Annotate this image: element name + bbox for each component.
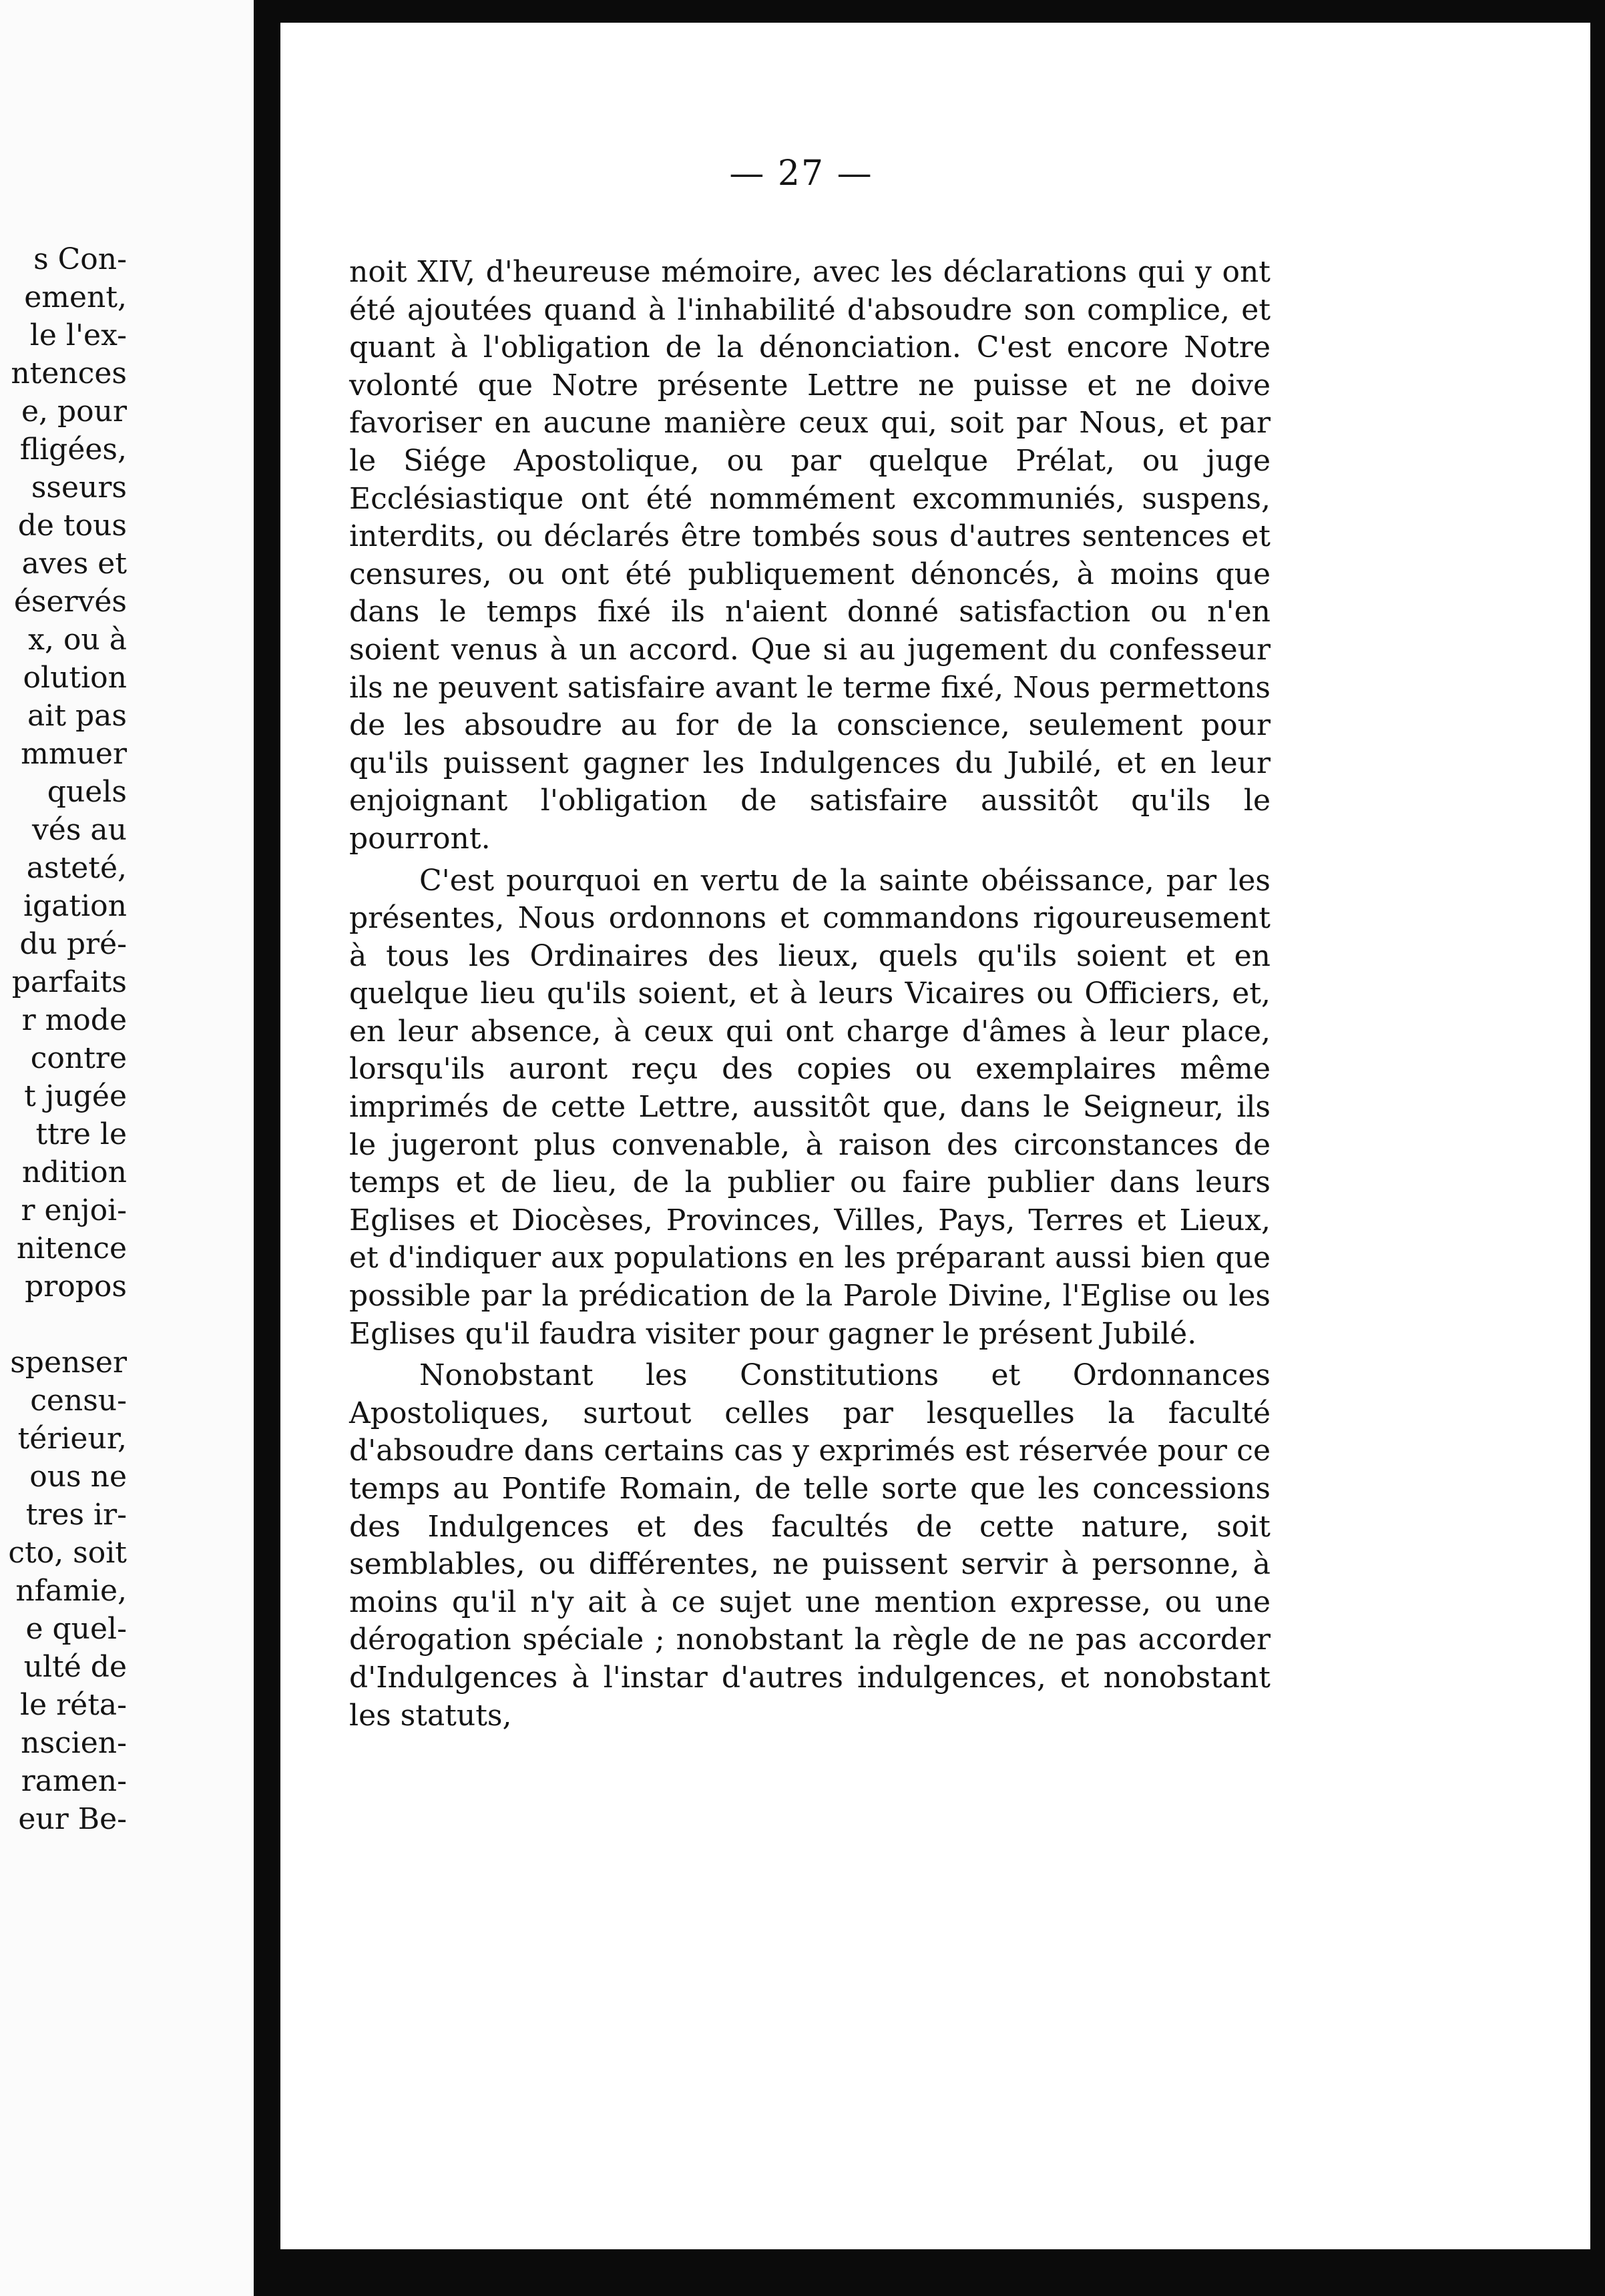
facing-line: olution (23, 661, 127, 695)
facing-line: contre (30, 1041, 127, 1075)
facing-line: nitence (16, 1231, 127, 1265)
facing-line: éservés (13, 585, 127, 619)
facing-line: térieur, (17, 1422, 127, 1456)
facing-line: de tous (17, 509, 127, 543)
facing-line: propos (25, 1269, 127, 1304)
facing-line: cto, soit (8, 1536, 127, 1570)
facing-line: ntences (11, 356, 127, 390)
facing-line: asteté, (26, 851, 127, 885)
facing-line: le réta- (20, 1688, 127, 1722)
facing-line: le l'ex- (29, 318, 127, 352)
facing-line: t jugée (24, 1079, 127, 1113)
facing-line: du pré- (19, 927, 127, 961)
facing-line: ndition (21, 1155, 127, 1189)
page-number: — 27 — (729, 154, 873, 194)
facing-line: ement, (24, 280, 127, 314)
bottom-border (254, 2249, 1605, 2296)
facing-line: vés au (31, 813, 127, 847)
top-border (254, 0, 1605, 23)
gutter-shadow (254, 0, 280, 2296)
paragraph-2: C'est pourquoi en vertu de la sainte obéissance, par les présentes, Nous ordonnons et commandons rigoureusement à tous les Ordinaires des lieux, quels qu'ils soient et en quelque lieu qu'ils soient, et à leurs Vicaires ou Officiers, et, en leur absence, à ceux qui ont charge d'âmes à leur place, lorsqu'ils auront reçu des copies ou exemplaires même imprimés de cette Lettre, aussitôt que, dans le Seigneur, ils le jugeront plus convenable, à raison des circonstances de temps et de lieu, de la publier ou faire publier dans leurs Eglises et Diocèses, Provinces, Villes, Pays, Terres et Lieux, et d'indiquer aux populations en les préparant aussi bien que possible par la prédication de la Parole Divine, l'Eglise ou les Eglises qu'il faudra visiter pour gagner le présent Jubilé. (349, 863, 1271, 1351)
facing-line: parfaits (11, 965, 127, 999)
facing-line: igation (23, 889, 127, 923)
facing-line: e, pour (21, 394, 127, 428)
facing-page-lines (8, 240, 254, 1838)
paragraph-3: Nonobstant les Constitutions et Ordonnances Apostoliques, surtout celles par lesquelles la faculté d'absoudre dans certains cas y exprimés est réservée pour ce temps au Pontife Romain, de telle sorte que les concessions des Indulgences et des facultés de cette nature, soit semblables, ou différentes, ne puissent servir à personne, à moins qu'il n'y ait à ce sujet une mention expresse, ou une dérogation spéciale ; nonobstant la règle de ne pas accorder d'Indulgences à l'instar d'autres indulgences, et nonobstant les statuts, (349, 1358, 1271, 1733)
facing-line: e quel- (25, 1612, 127, 1646)
facing-line: aves et (21, 547, 127, 581)
facing-line: tres ir- (25, 1498, 127, 1532)
paragraph-1: noit XIV, d'heureuse mémoire, avec les déclarations qui y ont été ajoutées quand à l'inhabilité d'absoudre son complice, et quant à l'obligation de la dénonciation. C'est encore Notre volonté que Notre présente Lettre ne puisse et ne doive favoriser en aucune manière ceux qui, soit par Nous, et par le Siége Apostolique, ou par quelque Prélat, ou juge Ecclésiastique ont été nommément excommuniés, suspens, interdits, ou déclarés être tombés sous d'autres sentences et censures, ou ont été publiquement dénoncés, à moins que dans le temps fixé ils n'aient donné satisfaction ou n'en soient venus à un accord. Que si au jugement du confesseur ils ne peuvent satisfaire avant le terme fixé, Nous permettons de les absoudre au for de la conscience, seulement pour qu'ils puissent gagner les Indulgences du Jubilé, et en leur enjoignant l'obligation de satisfaire aussitôt qu'ils le pourront. (349, 255, 1271, 856)
facing-line-gap (8, 1306, 254, 1344)
facing-line: ramen- (21, 1764, 127, 1798)
body-text (349, 254, 1271, 1735)
facing-line: r enjoi- (21, 1193, 127, 1227)
facing-page-fragment (0, 0, 254, 2296)
facing-line: censu- (30, 1384, 127, 1418)
facing-line: spenser (10, 1346, 127, 1380)
facing-line: x, ou à (28, 623, 127, 657)
facing-line: nfamie, (15, 1574, 127, 1608)
facing-line: r mode (21, 1003, 127, 1037)
right-border (1590, 0, 1605, 2296)
facing-line: s Con- (33, 242, 127, 276)
facing-line: ait pas (27, 699, 127, 733)
facing-line: nscien- (21, 1726, 127, 1760)
facing-line: sseurs (31, 471, 127, 505)
facing-line: fligées, (19, 433, 127, 467)
facing-line: eur Be- (18, 1802, 127, 1836)
facing-line: mmuer (21, 737, 127, 771)
facing-line: ttre le (35, 1117, 127, 1151)
facing-line: quels (47, 775, 127, 809)
facing-line: ous ne (29, 1460, 127, 1494)
facing-line: ulté de (23, 1650, 127, 1684)
